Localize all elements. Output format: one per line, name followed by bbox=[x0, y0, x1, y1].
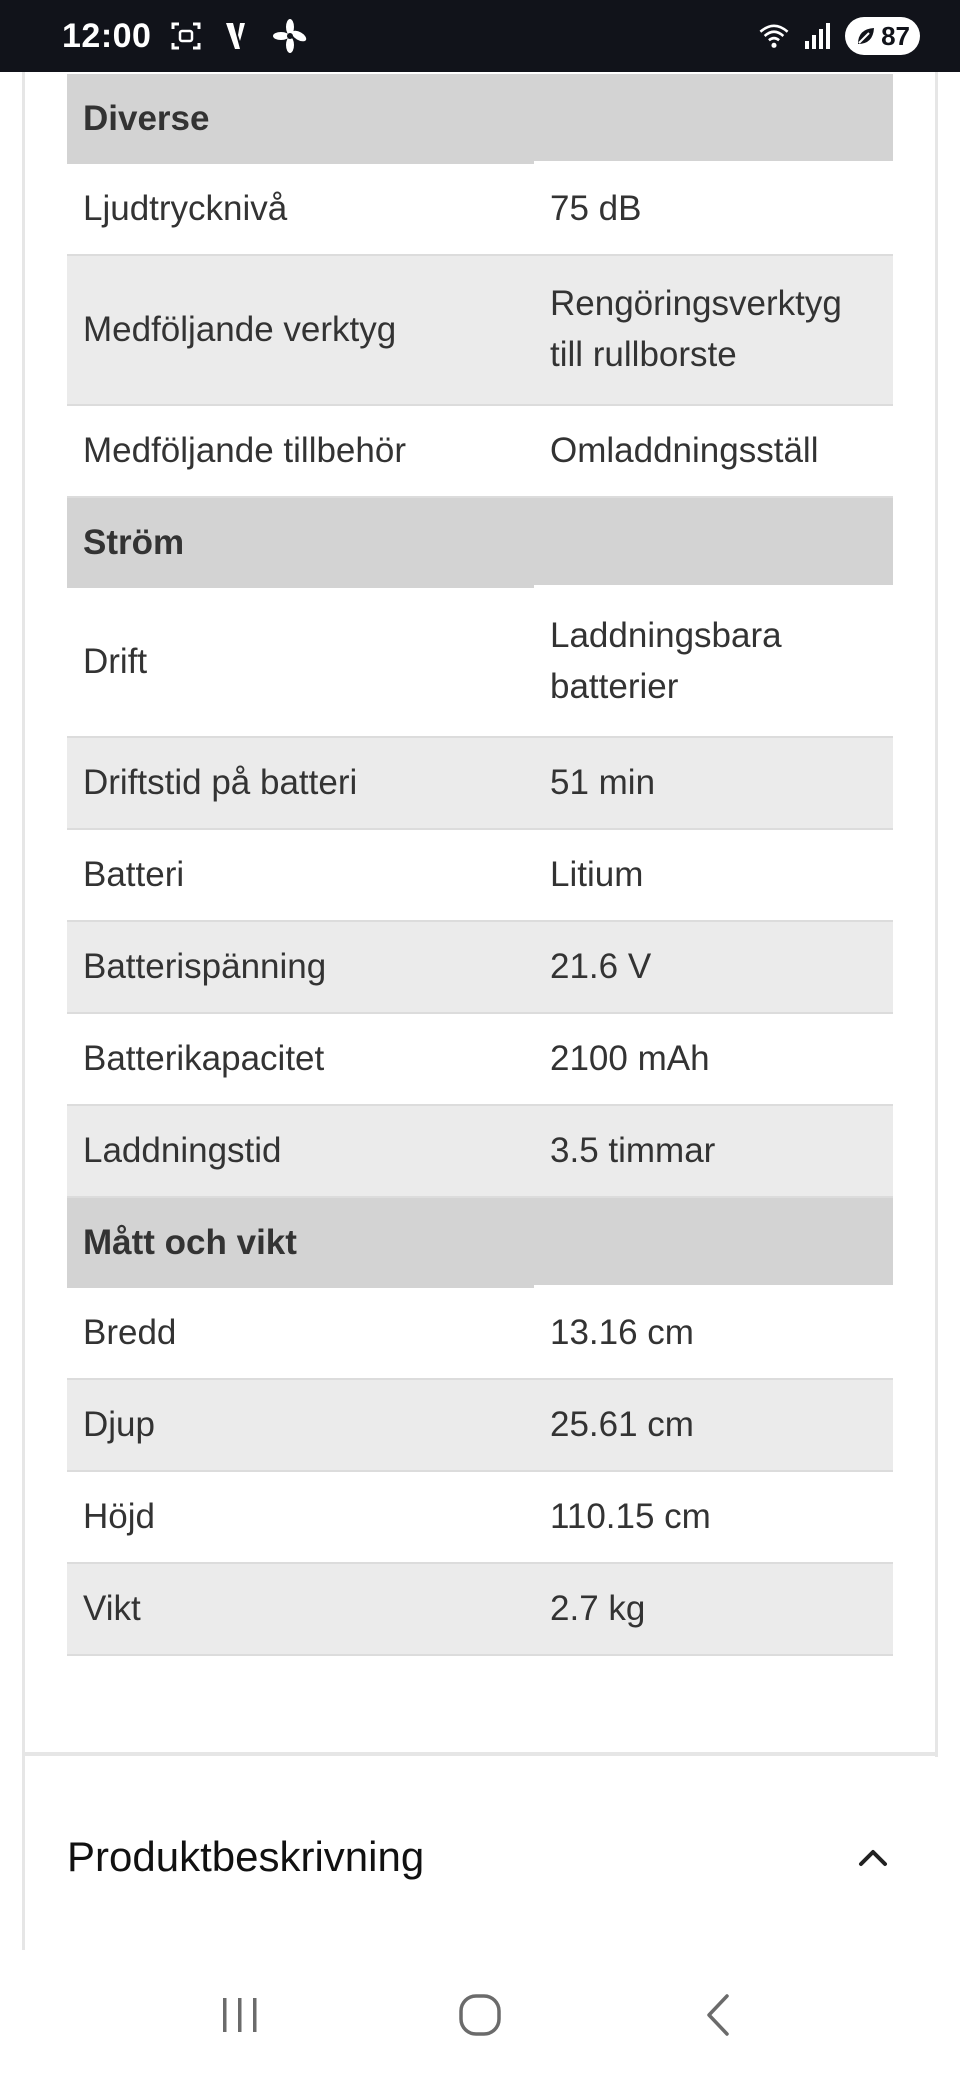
table-row bbox=[67, 922, 893, 1014]
spec-value: 3.5 timmar bbox=[534, 1106, 893, 1198]
product-description-title: Produktbeskrivning bbox=[67, 1833, 425, 1880]
spec-label: Djup bbox=[67, 1380, 534, 1472]
status-time: 12:00 bbox=[62, 16, 152, 55]
table-row bbox=[67, 588, 893, 738]
spec-value: 110.15 cm bbox=[534, 1472, 893, 1564]
section-divider bbox=[22, 1752, 938, 1756]
spec-label: Ljudtrycknivå bbox=[67, 164, 534, 256]
spec-label: Medföljande verktyg bbox=[67, 256, 534, 406]
section-header-strom bbox=[67, 498, 893, 588]
battery-indicator bbox=[845, 17, 920, 55]
spec-value: Omladdningsställ bbox=[534, 406, 893, 498]
spec-value: 75 dB bbox=[534, 164, 893, 256]
table-row bbox=[67, 1472, 893, 1564]
back-icon[interactable] bbox=[680, 1975, 760, 2055]
spec-value: Rengöringsverktyg till rullborste bbox=[534, 256, 893, 406]
spec-label: Driftstid på batteri bbox=[67, 738, 534, 830]
spec-value: 13.16 cm bbox=[534, 1288, 893, 1380]
home-icon[interactable] bbox=[440, 1975, 520, 2055]
navigation-bar bbox=[0, 1950, 960, 2080]
table-row bbox=[67, 1564, 893, 1656]
v-app-icon bbox=[221, 19, 255, 53]
spec-label: Drift bbox=[67, 588, 534, 738]
spec-label: Bredd bbox=[67, 1288, 534, 1380]
page-content bbox=[0, 72, 960, 1950]
status-right bbox=[757, 17, 920, 55]
spec-value: Laddningsbara batterier bbox=[534, 588, 893, 738]
section-title: Ström bbox=[67, 498, 534, 588]
pinwheel-icon bbox=[273, 19, 307, 53]
spec-label: Höjd bbox=[67, 1472, 534, 1564]
spec-value: Litium bbox=[534, 830, 893, 922]
wifi-icon bbox=[757, 19, 791, 53]
table-row bbox=[67, 164, 893, 256]
table-row bbox=[67, 738, 893, 830]
table-row bbox=[67, 830, 893, 922]
spec-label: Batteri bbox=[67, 830, 534, 922]
spec-value: 2.7 kg bbox=[534, 1564, 893, 1656]
table-row bbox=[67, 1106, 893, 1198]
spec-value: 25.61 cm bbox=[534, 1380, 893, 1472]
spec-label: Batterispänning bbox=[67, 922, 534, 1014]
chevron-up-icon[interactable] bbox=[853, 1837, 893, 1877]
section-header-diverse bbox=[67, 74, 893, 164]
screenshot-icon bbox=[169, 19, 203, 53]
spec-label: Laddningstid bbox=[67, 1106, 534, 1198]
status-left bbox=[62, 17, 307, 56]
section-title: Mått och vikt bbox=[67, 1198, 534, 1288]
spec-value: 21.6 V bbox=[534, 922, 893, 1014]
table-row bbox=[67, 256, 893, 406]
table-row bbox=[67, 406, 893, 498]
signal-icon bbox=[801, 19, 835, 53]
spec-label: Vikt bbox=[67, 1564, 534, 1656]
section-header-matt-och-vikt bbox=[67, 1198, 893, 1288]
battery-level: 87 bbox=[881, 20, 910, 51]
table-row bbox=[67, 1014, 893, 1106]
table-row bbox=[67, 1288, 893, 1380]
recent-apps-icon[interactable] bbox=[200, 1975, 280, 2055]
specifications-table bbox=[67, 74, 893, 1656]
spec-label: Batterikapacitet bbox=[67, 1014, 534, 1106]
frame-border-right bbox=[935, 72, 938, 1757]
spec-label: Medföljande tillbehör bbox=[67, 406, 534, 498]
status-bar bbox=[0, 0, 960, 72]
section-title: Diverse bbox=[67, 74, 534, 164]
table-row bbox=[67, 1380, 893, 1472]
frame-border-left bbox=[22, 72, 25, 1950]
spec-value: 51 min bbox=[534, 738, 893, 830]
battery-leaf-icon bbox=[855, 25, 877, 47]
product-description-toggle[interactable] bbox=[67, 1822, 893, 1892]
spec-value: 2100 mAh bbox=[534, 1014, 893, 1106]
